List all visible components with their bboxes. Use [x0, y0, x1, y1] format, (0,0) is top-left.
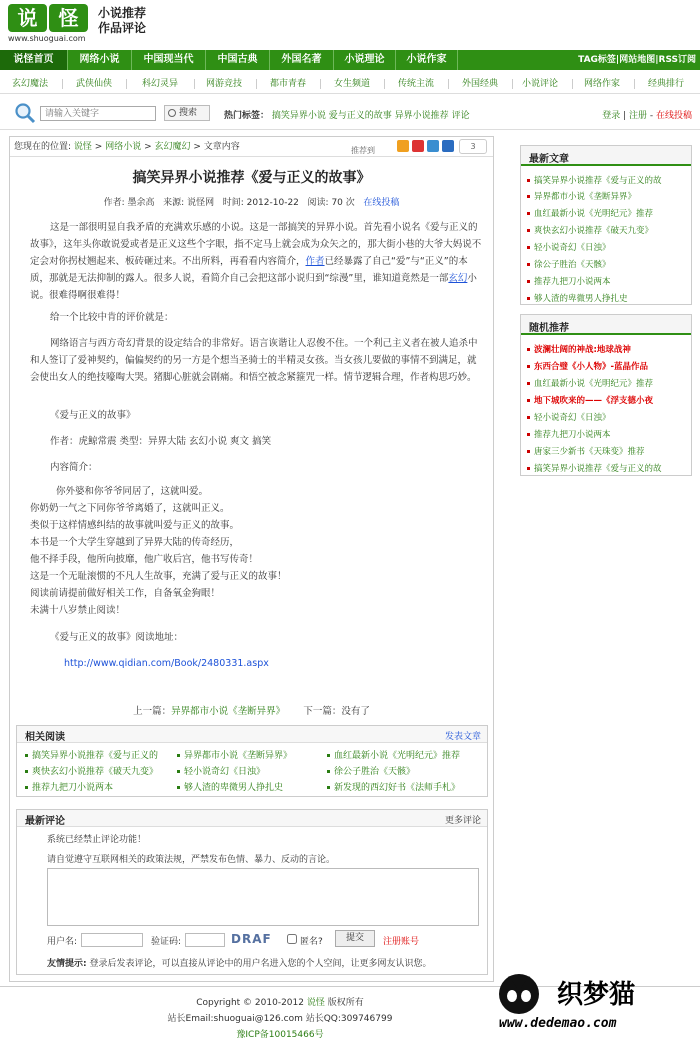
- random-item[interactable]: [527, 394, 653, 406]
- subnav-item[interactable]: 网游竞技: [205, 79, 242, 89]
- slogan: [98, 6, 146, 36]
- divider: [384, 79, 385, 89]
- hot-tag[interactable]: 搞笑异界小说: [271, 111, 326, 121]
- prev-label: 上一篇：: [133, 706, 172, 717]
- divider: [572, 79, 573, 89]
- item-label: 异界都市小说《垄断异界》: [534, 192, 637, 202]
- register-link[interactable]: 注册: [628, 111, 647, 121]
- bullet-icon: [327, 754, 330, 757]
- footer-contact: 站长Email:shuoguai@126.com 站长QQ:309746799: [167, 1014, 393, 1024]
- nav-item-classic[interactable]: 中国古典: [206, 50, 270, 70]
- random-item[interactable]: [527, 445, 645, 457]
- bullet-icon: [527, 297, 530, 300]
- intro-line: 类似于这样情感纠结的故事就叫爱与正义的故事。: [30, 520, 240, 531]
- article-title: 搞笑异界小说推荐《爱与正义的故事》: [132, 170, 371, 186]
- divider: [512, 79, 513, 89]
- bullet-icon: [527, 280, 530, 283]
- item-label: 推荐九把刀小说两本: [32, 783, 114, 793]
- submit-link[interactable]: 在线投稿: [363, 198, 400, 208]
- divider: [320, 79, 321, 89]
- nav-item-home[interactable]: 说怪首页: [0, 50, 68, 70]
- share-label: 推荐到: [351, 146, 375, 155]
- nav-item-authors[interactable]: 小说作家: [396, 50, 458, 70]
- bullet-icon: [25, 754, 28, 757]
- register-account-link[interactable]: 注册账号: [383, 937, 420, 947]
- breadcrumb-link[interactable]: 网络小说: [105, 142, 142, 152]
- random-title: 随机推荐: [529, 323, 569, 334]
- slogan-line-1: 小说推荐: [98, 6, 147, 20]
- item-label: 推荐九把刀小说两本: [534, 430, 611, 440]
- comment-header: [17, 810, 487, 827]
- watermark-cn: 织梦猫: [557, 980, 636, 1010]
- comment-textarea[interactable]: [47, 868, 479, 926]
- related-title: 相关阅读: [25, 732, 65, 743]
- bullet-icon: [527, 382, 530, 385]
- random-header: [521, 315, 691, 335]
- share-bar: [351, 140, 487, 155]
- url-text: http://www.qidian.com/Book/2480331.aspx: [64, 658, 269, 669]
- tip-text: 登录后发表评论，可以直接从评论中的用户名进入您的个人空间，让更多网友认识您。: [89, 959, 432, 969]
- subnav-item[interactable]: 都市青春: [269, 79, 306, 89]
- latest-item[interactable]: [527, 174, 662, 186]
- subnav-item[interactable]: 外国经典: [461, 79, 498, 89]
- item-label: 波澜壮阔的神战:地球战神: [534, 345, 631, 355]
- breadcrumb-link[interactable]: 玄幻魔幻: [154, 142, 191, 152]
- latest-item[interactable]: [527, 207, 653, 219]
- nav-item-foreign[interactable]: 外国名著: [270, 50, 334, 70]
- comment-title: 最新评论: [25, 816, 65, 827]
- comment-notice: 系统已经禁止评论功能！: [47, 835, 147, 845]
- bullet-icon: [527, 212, 530, 215]
- bullet-icon: [177, 770, 180, 773]
- paragraph: 网络语言与西方奇幻背景的设定结合的非常好。语言诙谐让人忍俊不住。一个利己主义者在被人追杀中和人签订了爱神契约，偏偏契约的另一方是个想当圣骑士的半精灵女孩。当女孩儿要做的事情不到满足，就会使出女人的绝技嚎啕大哭。猪脚心脏就会剧痛。和悟空被念紧箍咒一样。情节逻辑合理，作者构思巧妙。: [30, 338, 478, 383]
- subnav-item[interactable]: 武侠仙侠: [75, 79, 112, 89]
- meta-label: 来源:: [163, 198, 185, 208]
- prev-article-link[interactable]: 异界都市小说《垄断异界》: [171, 706, 286, 717]
- main-nav: [0, 50, 700, 70]
- bullet-icon: [527, 348, 530, 351]
- author-link[interactable]: 作者: [305, 256, 325, 267]
- subnav-item[interactable]: 传统主流: [397, 79, 434, 89]
- related-header: [17, 726, 487, 743]
- article-time: 2012-10-22: [246, 198, 299, 208]
- item-label: 够人渣的卑微男人挣扎史: [534, 294, 628, 304]
- next-label: 下一篇：: [303, 706, 342, 717]
- external-url[interactable]: [64, 655, 516, 672]
- hot-tags-label: 热门标签：: [224, 111, 270, 121]
- article-author: 墨余高: [127, 198, 155, 208]
- username-input[interactable]: [81, 933, 143, 947]
- latest-item[interactable]: [527, 275, 611, 287]
- text: 已经暴露了自己“爱”与“正义”的本质，那就是无法抑制的露人。很多人说，看简介自己会把这部小说归到“综漫”里，谁知道竟然是一部: [30, 256, 468, 284]
- related-item[interactable]: [177, 748, 292, 761]
- item-label: 唐家三少新书《天珠变》推荐: [534, 447, 645, 457]
- divider: [634, 79, 635, 89]
- divider: [194, 79, 195, 89]
- subnav-item[interactable]: 网络作家: [583, 79, 620, 89]
- comment-rule: 请自觉遵守互联网相关的政策法规，严禁发布色情、暴力、反动的言论。: [47, 855, 336, 865]
- cat-eye-icon: [507, 990, 517, 1002]
- item-label: 爽快玄幻小说推荐《破天九变》: [534, 226, 654, 236]
- bullet-icon: [177, 754, 180, 757]
- bullet-icon: [527, 246, 530, 249]
- related-item[interactable]: [177, 764, 265, 777]
- captcha-image[interactable]: DRAF: [231, 932, 272, 946]
- related-item[interactable]: [327, 780, 460, 793]
- divider: [256, 79, 257, 89]
- meta-label: 作者:: [103, 198, 125, 208]
- article-views: 70 次: [331, 198, 355, 208]
- copyright-text: Copyright © 2010-2012: [196, 998, 304, 1008]
- nav-item-theory[interactable]: 小说理论: [334, 50, 396, 70]
- cat-eye-icon: [521, 990, 531, 1002]
- item-label: 异界都市小说《垄断异界》: [184, 751, 293, 761]
- nav-top-links[interactable]: TAG标签|网站地图|RSS订阅: [578, 55, 696, 65]
- search-icon: [14, 102, 36, 124]
- item-label: 够人渣的卑微男人挣扎史: [184, 783, 284, 793]
- share-tqq-icon[interactable]: [427, 140, 439, 152]
- tip-label: 友情提示:: [47, 959, 87, 969]
- item-label: 轻小说奇幻《日浊》: [534, 413, 611, 423]
- search-bar: [0, 98, 700, 130]
- slogan-line-2: 作品评论: [98, 21, 147, 35]
- random-item[interactable]: [527, 428, 611, 440]
- share-count: 3: [459, 139, 487, 154]
- latest-articles: [520, 145, 692, 305]
- latest-item[interactable]: [527, 224, 653, 236]
- watermark-en: www.dedemao.com: [499, 1016, 617, 1031]
- subnav-item[interactable]: 玄幻魔法: [11, 79, 48, 89]
- site-logo[interactable]: [8, 4, 88, 43]
- item-label: 地下城吹来的——《浮支德小夜: [534, 396, 654, 406]
- share-weibo-icon[interactable]: [412, 140, 424, 152]
- logo-char-2: 怪: [49, 4, 88, 32]
- item-label: 徐公子胜治《天骸》: [534, 260, 611, 270]
- comment-box: [16, 809, 488, 975]
- sub-nav: [0, 74, 700, 94]
- latest-header: [521, 146, 691, 166]
- header: [0, 0, 700, 48]
- breadcrumb-prefix: 您现在的位置:: [14, 142, 72, 152]
- intro-line: 你外婆和你爷爷同居了，这就叫爱。: [56, 486, 209, 497]
- related-item[interactable]: [327, 748, 460, 761]
- article-meta: [10, 195, 493, 208]
- divider: [62, 79, 63, 89]
- item-label: 轻小说奇幻《日浊》: [534, 243, 611, 253]
- logo-url: www.shuoguai.com: [8, 34, 86, 43]
- captcha-input[interactable]: [185, 933, 225, 947]
- item-label: 东西合璧《小人物》-蓝晶作品: [534, 362, 649, 372]
- bullet-icon: [527, 416, 530, 419]
- intro-line: 阅读前请提前做好相关工作，自备氧金狗眼！: [30, 588, 221, 599]
- username-label: 用户名:: [47, 937, 78, 947]
- article-source: 说怪网: [187, 198, 215, 208]
- breadcrumb: 您现在的位置: 说怪 > 网络小说 > 玄幻魔幻 > 文章内容 推荐到 3: [10, 137, 493, 157]
- related-item[interactable]: [327, 764, 415, 777]
- item-label: 血红最新小说《光明纪元》推荐: [534, 379, 654, 389]
- bullet-icon: [527, 195, 530, 198]
- bullet-icon: [527, 365, 530, 368]
- related-box: [16, 725, 488, 797]
- nav-item-web-novel[interactable]: 网络小说: [68, 50, 132, 70]
- icp-text: 豫ICP备10015466号: [236, 1030, 324, 1040]
- item-label: 搞笑异界小说推荐《爱与正义的故: [534, 176, 662, 186]
- latest-item[interactable]: [527, 241, 611, 253]
- next-article: 没有了: [341, 706, 370, 717]
- hot-tag[interactable]: 评论: [451, 111, 470, 121]
- footer-icp[interactable]: [0, 1027, 560, 1040]
- bullet-icon: [527, 450, 530, 453]
- post-article-link[interactable]: 发表文章: [444, 732, 481, 742]
- latest-item[interactable]: [527, 190, 636, 202]
- text: 小说。很难得啊很难得！: [30, 273, 477, 301]
- related-item[interactable]: [25, 748, 158, 761]
- bullet-icon: [327, 770, 330, 773]
- text: 这是一部很明显自我矛盾的充满欢乐感的小说。这是一部搞笑的异界小说。首先看小说名《爱与正义的故事》，这年头你敢说爱或者是正义这些个字眼，指不定马上就会成为众矢之的，那大街小巷的大爷大妈说不定会对你拐杖翘起来、板砖砸过来。不出所料，再看看内容简介，: [30, 222, 482, 267]
- magnifier-icon: [168, 109, 176, 117]
- latest-item[interactable]: [527, 258, 611, 270]
- paragraph: 《爱与正义的故事》: [50, 410, 136, 421]
- related-item[interactable]: [25, 780, 113, 793]
- bullet-icon: [327, 786, 330, 789]
- cat-logo-icon: [499, 974, 539, 1014]
- breadcrumb-current: 文章内容: [203, 142, 240, 152]
- more-comments-link[interactable]: 更多评论: [444, 816, 481, 826]
- footer-copyright: [0, 995, 560, 1008]
- random-item[interactable]: [527, 343, 631, 355]
- related-item[interactable]: [177, 780, 283, 793]
- item-label: 徐公子胜治《天骸》: [334, 767, 416, 777]
- share-qzone-icon[interactable]: [397, 140, 409, 152]
- logo-char-1: 说: [8, 4, 47, 32]
- breadcrumb-link[interactable]: 说怪: [73, 142, 92, 152]
- paragraph: 作者：虎鲸常震 类型：异界大陆 玄幻小说 爽文 搞笑: [50, 436, 272, 447]
- intro-line: 你奶奶一气之下同你爷爷离婚了，这就叫正义。: [30, 503, 230, 514]
- user-links: 登录 | 注册 - 在线投稿: [602, 111, 692, 121]
- nav-item-modern[interactable]: 中国现当代: [132, 50, 206, 70]
- paragraph: 给一个比较中肯的评价就是：: [50, 312, 174, 323]
- paragraph: 《爱与正义的故事》阅读地址：: [50, 632, 184, 643]
- anonymous-label: 匿名?: [300, 937, 323, 947]
- friendly-tip: [47, 956, 432, 969]
- random-item[interactable]: [527, 377, 653, 389]
- intro-line: 本书是一个大学生穿越到了异界大陆的传奇经历，: [30, 537, 240, 548]
- random-recommend: [520, 314, 692, 476]
- bullet-icon: [177, 786, 180, 789]
- bullet-icon: [25, 770, 28, 773]
- comment-submit-button[interactable]: 提交: [335, 930, 375, 947]
- related-item[interactable]: [25, 764, 158, 777]
- item-label: 新发现的西幻好书《法师手札》: [334, 783, 461, 793]
- bullet-icon: [527, 467, 530, 470]
- hot-tag[interactable]: 爱与正义的故事: [328, 111, 392, 121]
- article-panel: [9, 136, 494, 982]
- login-link[interactable]: 登录: [602, 111, 621, 121]
- item-label: 搞笑异界小说推荐《爱与正义的: [32, 751, 159, 761]
- share-more-icon[interactable]: [442, 140, 454, 152]
- divider: [126, 79, 127, 89]
- anonymous-checkbox[interactable]: [287, 934, 297, 944]
- item-label: 搞笑异界小说推荐《爱与正义的故: [534, 464, 662, 474]
- hot-tags: [224, 108, 470, 121]
- prev-next: [10, 703, 493, 717]
- latest-title: 最新文章: [529, 154, 569, 165]
- search-input[interactable]: [40, 106, 156, 121]
- footer-site-link[interactable]: 说怪: [306, 998, 325, 1008]
- paragraph: 内容简介：: [50, 462, 98, 473]
- search-button-label: 搜索: [179, 108, 198, 118]
- bullet-icon: [527, 179, 530, 182]
- subnav-item[interactable]: 经典排行: [647, 79, 684, 89]
- intro-line: 这是一个无耻滚惯的不凡人生故事，充满了爱与正义的故事！: [30, 571, 287, 582]
- paragraph: [30, 219, 482, 304]
- hot-tag[interactable]: 异界小说推荐: [394, 111, 449, 121]
- bullet-icon: [527, 399, 530, 402]
- divider: [448, 79, 449, 89]
- intro-line: 未满十八岁禁止阅读！: [30, 605, 126, 616]
- captcha-label: 验证码:: [151, 937, 182, 947]
- bullet-icon: [25, 786, 28, 789]
- item-label: 血红最新小说《光明纪元》推荐: [534, 209, 654, 219]
- rights-text: 版权所有: [327, 998, 364, 1008]
- subnav-item[interactable]: 女生频道: [333, 79, 370, 89]
- fantasy-link[interactable]: 玄幻: [448, 273, 468, 284]
- random-item[interactable]: [527, 411, 611, 423]
- meta-label: 时间:: [222, 198, 244, 208]
- random-item[interactable]: [527, 360, 648, 372]
- latest-item[interactable]: [527, 292, 628, 304]
- item-label: 爽快玄幻小说推荐《破天九变》: [32, 767, 159, 777]
- subnav-item[interactable]: 小说评论: [521, 79, 558, 89]
- subnav-item[interactable]: 科幻灵异: [141, 79, 178, 89]
- item-label: 轻小说奇幻《日浊》: [184, 767, 266, 777]
- watermark: [495, 970, 700, 1042]
- item-label: 推荐九把刀小说两本: [534, 277, 611, 287]
- bullet-icon: [527, 263, 530, 266]
- bullet-icon: [527, 229, 530, 232]
- random-item[interactable]: [527, 462, 662, 474]
- search-button[interactable]: [164, 105, 210, 121]
- meta-label: 阅读:: [307, 198, 329, 208]
- bullet-icon: [527, 433, 530, 436]
- intro-line: 他不择手段，他所向披靡，他广收后宫，他书写传奇！: [30, 554, 259, 565]
- item-label: 血红最新小说《光明纪元》推荐: [334, 751, 461, 761]
- online-submit-link[interactable]: 在线投稿: [655, 111, 692, 121]
